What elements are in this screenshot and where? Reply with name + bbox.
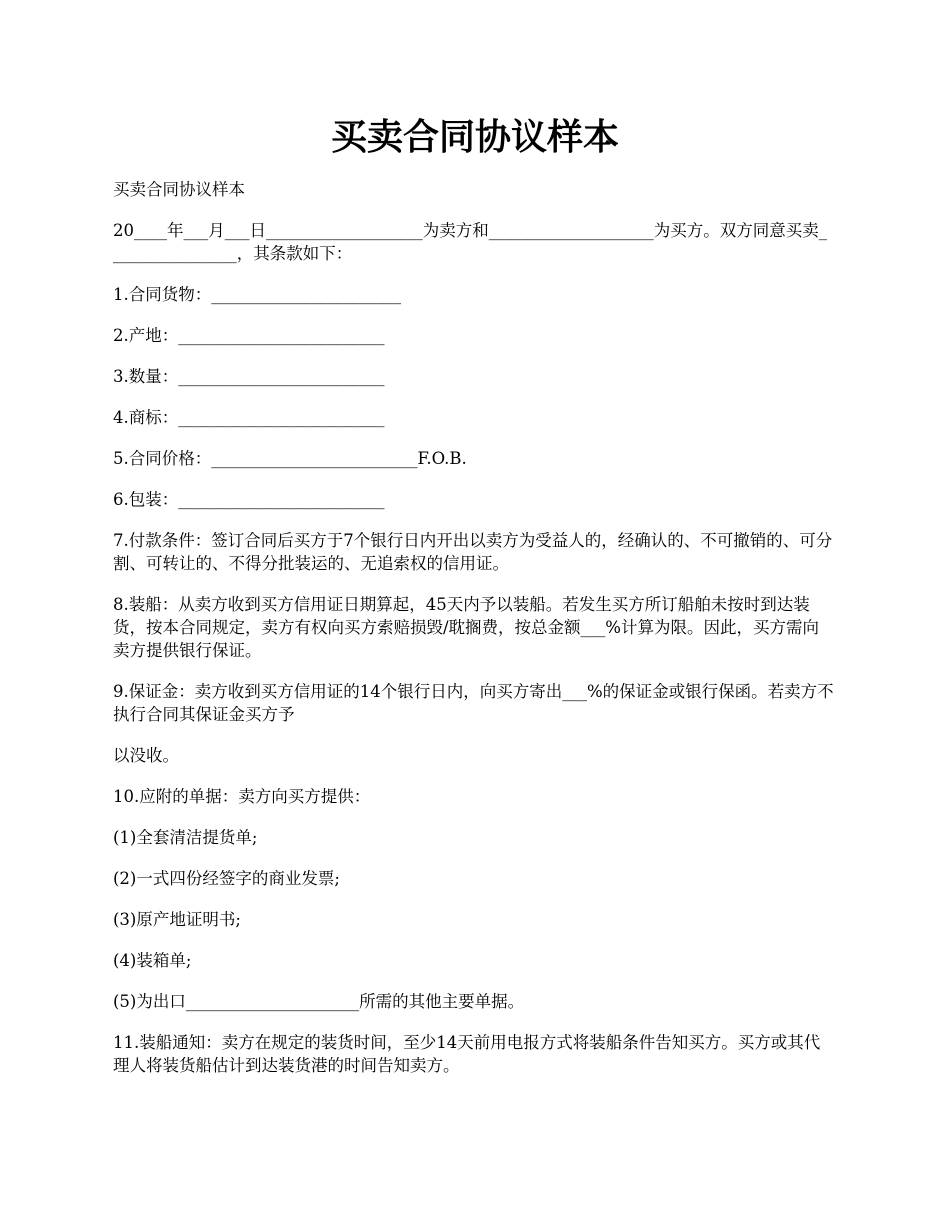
- clause-deposit: 9.保证金：卖方收到买方信用证的14个银行日内，向买方寄出___%的保证金或银行保函。若卖方不执行合同其保证金买方予: [113, 682, 834, 724]
- document-title: 买卖合同协议样本: [330, 116, 619, 158]
- clause-shipment: 8.装船：从卖方收到买方信用证日期算起，45天内予以装船。若发生买方所订船舶未按时到达装货，按本合同规定，卖方有权向买方索赔损毁/耽搁费，按总金额___%计算为限。因此，买方需向卖方提供银行保证。: [113, 595, 819, 660]
- document-item-1: (1)全套清洁提货单;: [113, 828, 258, 847]
- clause-quantity: 3.数量：_________________________: [113, 367, 385, 386]
- clause-trademark: 4.商标：_________________________: [113, 408, 385, 427]
- document-body: [113, 178, 835, 1095]
- clause-origin: 2.产地：_________________________: [113, 326, 385, 345]
- clause-payment: 7.付款条件：签订合同后买方于7个银行日内开出以卖方为受益人的，经确认的、不可撤销的、可分割、可转让的、不得分批装运的、无追索权的信用证。: [113, 531, 833, 573]
- clause-documents: 10.应附的单据：卖方向买方提供：: [113, 787, 371, 806]
- document-item-5: (5)为出口_____________________所需的其他主要单据。: [113, 992, 525, 1011]
- clause-shipping-notice: 11.装船通知：卖方在规定的装货时间，至少14天前用电报方式将装船条件告知买方。买方或其代理人将装货船估计到达装货港的时间告知卖方。: [113, 1033, 821, 1075]
- subtitle-line: 买卖合同协议样本: [113, 180, 245, 199]
- document-item-3: (3)原产地证明书;: [113, 910, 241, 929]
- clause-goods: 1.合同货物：_______________________: [113, 285, 401, 304]
- clause-price: 5.合同价格：_________________________F.O.B.: [113, 449, 467, 468]
- clause-packing: 6.包装：_________________________: [113, 490, 385, 509]
- document-item-2: (2)一式四份经签字的商业发票;: [113, 869, 340, 888]
- clause-deposit-continued: 以没收。: [113, 746, 179, 765]
- document-item-4: (4)装箱单;: [113, 951, 192, 970]
- parties-clause: 20____年___月___日___________________为卖方和____________________为买方。双方同意买卖________________，其条款如下：: [113, 221, 827, 263]
